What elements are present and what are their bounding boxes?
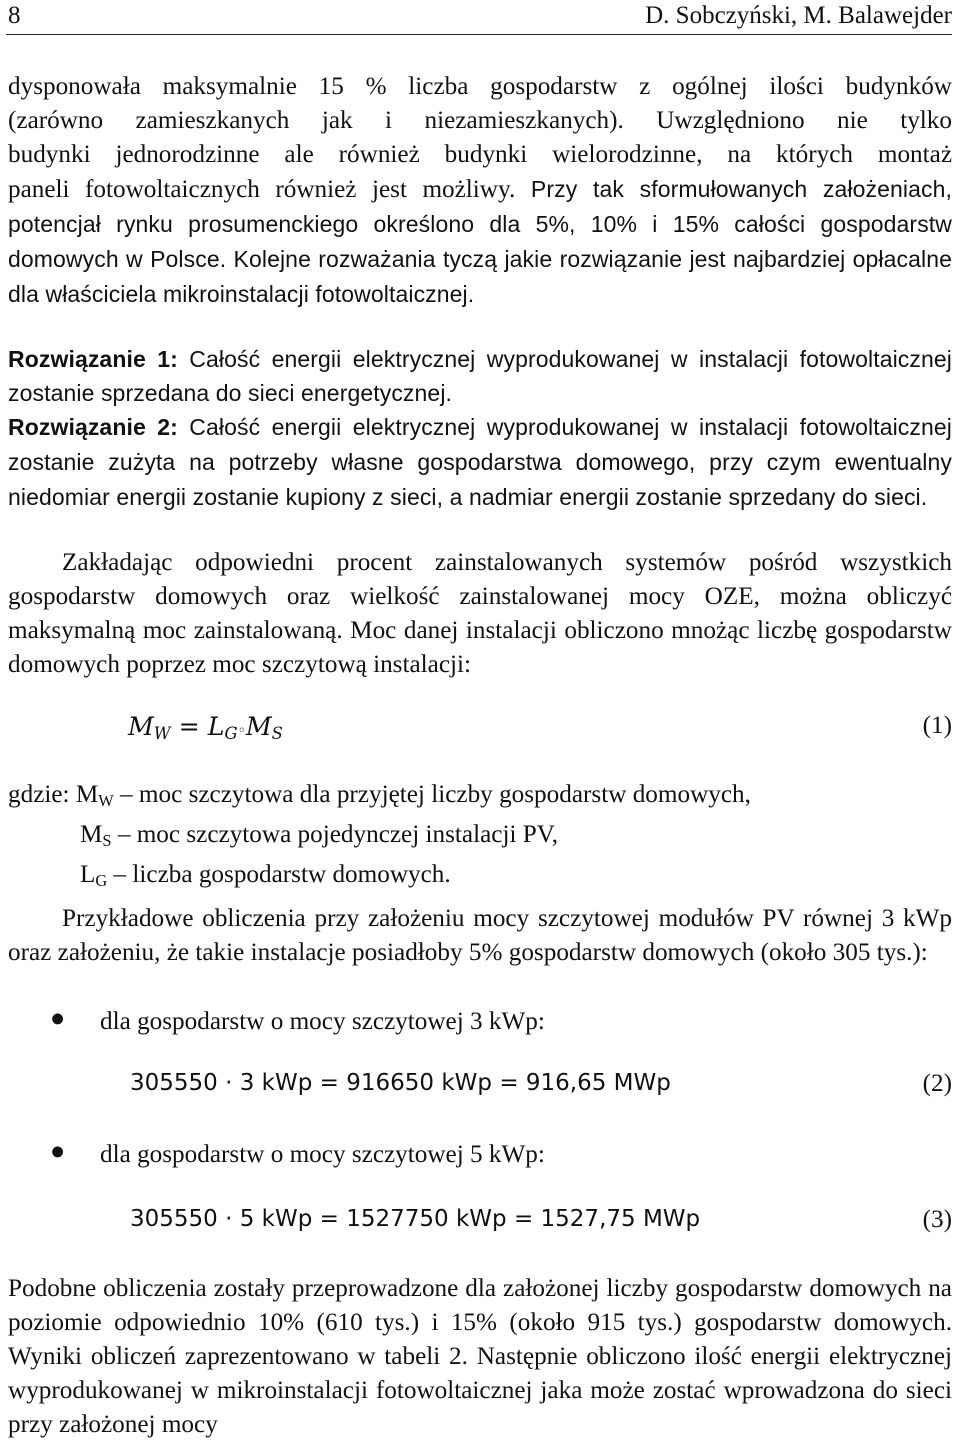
solution-1 — [8, 342, 952, 410]
equation-2-formula: 305550 · 3 kWp = 916650 kWp = 916,65 MWp — [130, 1070, 671, 1096]
equation-3-formula: 305550 · 5 kWp = 1527750 kWp = 1527,75 MWp — [130, 1206, 701, 1232]
running-header — [6, 0, 952, 35]
paragraph-1-line: (zarówno zamieszkanych jak i niezamieszkanych). Uwzględniono nie tylko — [8, 107, 952, 134]
paragraph-1-line: dysponowała maksymalnie 15 % liczba gospodarstw z ogólnej ilości budynków — [8, 73, 952, 100]
solution-1-label: Rozwiązanie 1: — [8, 346, 178, 372]
equation-3-number: (3) — [922, 1206, 952, 1233]
paragraph-1 — [8, 70, 952, 312]
equation-1-number: (1) — [922, 712, 952, 739]
paragraph-3: Zakładając odpowiedni procent zainstalowanych systemów pośród wszystkich gospodarstw domowych oraz wielkość zainstalowanej mocy OZE, można obliczyć maksymalną moc zainstalowaną. Moc danej instalacji obliczono mnożąc liczbę gospodarstw domowych poprzez moc szczytową instalacji: — [8, 549, 952, 678]
paragraph-4: Przykładowe obliczenia przy założeniu mocy szczytowej modułów PV równej 3 kWp oraz założeniu, że takie instalacje posiadłoby 5% gospodarstw domowych (około 305 tys.): — [8, 905, 952, 966]
equation-1-formula: $M_W$ = $L_G◦M_S$ — [128, 712, 283, 743]
bullet-icon: ● — [50, 1138, 66, 1165]
solution-1-text: Całość energii elektrycznej wyprodukowanej w instalacji fotowoltaicznej zostanie sprzedana do sieci energetycznej. — [8, 346, 952, 406]
legend-row: $M_S$ – moc szczytowa pojedynczej instalacji PV, — [80, 821, 559, 850]
running-header-authors: D. Sobczyński, M. Balawejder — [645, 2, 952, 29]
solution-2-label: Rozwiązanie 2: — [8, 414, 178, 440]
legend-row: $L_G$ – liczba gospodarstw domowych. — [80, 861, 451, 890]
page-number: 8 — [8, 2, 21, 29]
legend-row: gdzie: $M_W$ – moc szczytowa dla przyjętej liczby gospodarstw domowych, — [8, 781, 751, 810]
bullet-icon: ● — [50, 1005, 66, 1032]
equation-2-number: (2) — [922, 1070, 952, 1097]
bullet-item-2: dla gospodarstw o mocy szczytowej 5 kWp: — [100, 1141, 545, 1168]
equation-2 — [8, 1070, 952, 1110]
paragraph-5: Podobne obliczenia zostały przeprowadzone dla założonej liczby gospodarstw domowych na poziomie odpowiednio 10% (610 tys.) i 15% (około 915 tys.) gospodarstw domowych. Wyniki obliczeń zaprezentowano w tabeli 2. Następnie obliczono ilość energii elektrycznej wyprodukowanej w mikroinstalacji fotowoltaicznej jaka może zostać wprowadzona do sieci przy założonej mocy — [8, 1275, 952, 1438]
paragraph-1-line: paneli fotowoltaicznych również jest możliwy. — [8, 176, 516, 203]
solution-2 — [8, 410, 952, 515]
equation-legend — [8, 778, 952, 898]
paragraph-1-continuation: Przy tak sformułowanych założeniach, potencjał rynku prosumenckiego określono dla 5%, 10% i 15% całości gospodarstw domowych w Polsce. Kolejne rozważania tyczą jakie rozwiązanie jest najbardziej opłacalne dla właściciela mikroinstalacji fotowoltaicznej. — [8, 176, 952, 307]
paragraph-1-line: budynki jednorodzinne ale również budynki wielorodzinne, na których montaż — [8, 141, 952, 168]
solution-2-text: Całość energii elektrycznej wyprodukowanej w instalacji fotowoltaicznej zostanie zużyta na potrzeby własne gospodarstwa domowego, przy czym ewentualny niedomiar energii zostanie kupiony z sieci, a nadmiar energii zostanie sprzedany do sieci. — [8, 414, 952, 510]
equation-3 — [8, 1206, 952, 1246]
bullet-item-1: dla gospodarstw o mocy szczytowej 3 kWp: — [100, 1008, 545, 1035]
equation-1 — [8, 712, 952, 752]
